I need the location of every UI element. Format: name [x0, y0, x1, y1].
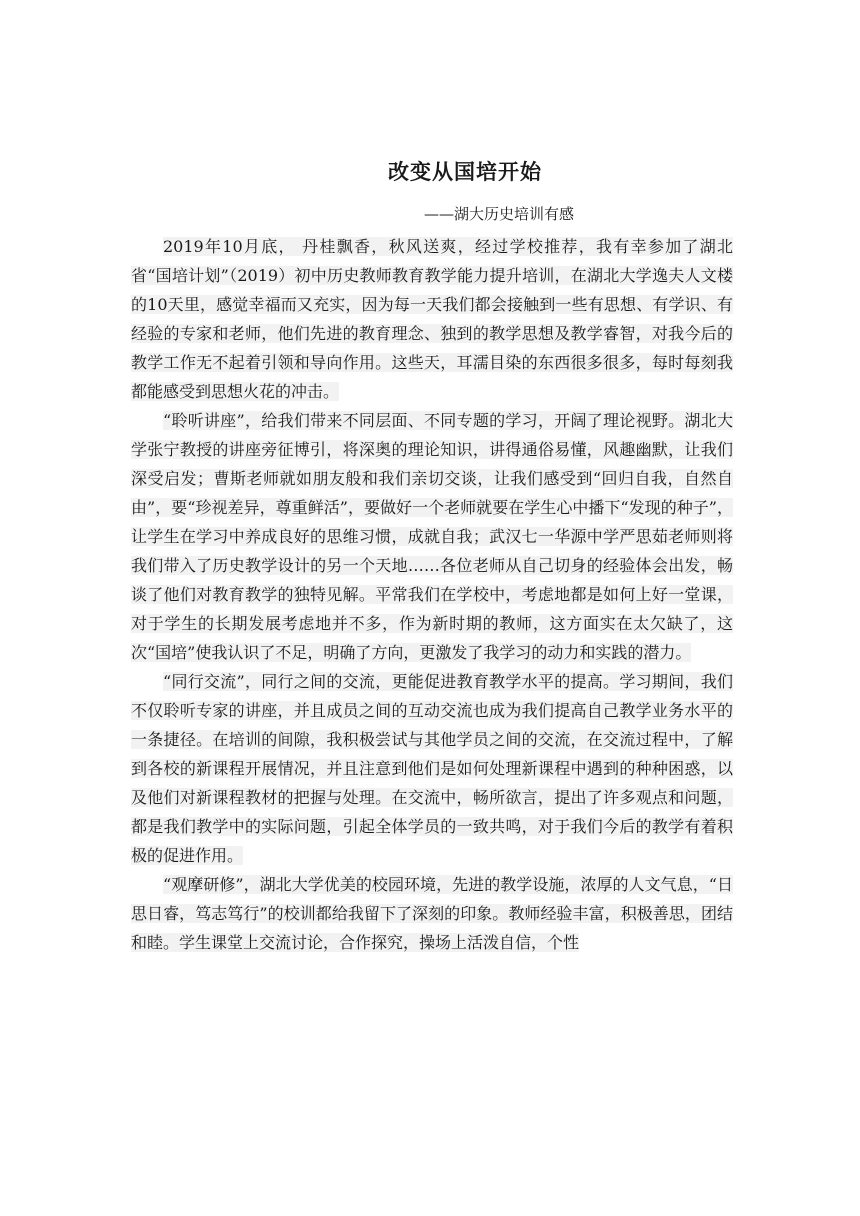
paragraph-4-text: “观摩研修”，湖北大学优美的校园环境，先进的教学设施，浓厚的人文气息，“日思日睿，笃志笃行”的校训都给我留下了深刻的印象。教师经验丰富，积极善思，团结和睦。学生课堂上交流讨论，合作探究，操场上活泼自信，个性 — [131, 875, 733, 952]
document-title: 改变从国培开始 — [388, 159, 542, 184]
paragraph-3 — [131, 667, 733, 870]
paragraph-2-text: “聆听讲座”，给我们带来不同层面、不同专题的学习，开阔了理论视野。湖北大学张宁教授的讲座旁征博引，将深奥的理论知识，讲得通俗易懂，风趣幽默，让我们深受启发；曹斯老师就如朋友般和我们亲切交谈，让我们感受到“回归自我，自然自由”，要“珍视差异，尊重鲜活”，要做好一个老师就要在学生心中播下“发现的种子”，让学生在学习中养成良好的思维习惯，成就自我；武汉七一华源中学严思茹老师则将我们带入了历史教学设计的另一个天地……各位老师从自己切身的经验体会出发，畅谈了他们对教育教学的独特见解。平常我们在学校中，考虑地都是如何上好一堂课，对于学生的长期发展考虑地并不多，作为新时期的教师，这方面实在太欠缺了，这次“国培”使我认识了不足，明确了方向，更激发了我学习的动力和实践的潜力。 — [131, 411, 733, 662]
paragraph-2 — [131, 406, 733, 667]
document-body — [131, 232, 733, 957]
paragraph-3-text: “同行交流”，同行之间的交流，更能促进教育教学水平的提高。学习期间，我们不仅聆听专家的讲座，并且成员之间的互动交流也成为我们提高自己教学业务水平的一条捷径。在培训的间隙，我积极尝试与其他学员之间的交流，在交流过程中，了解到各校的新课程开展情况，并且注意到他们是如何处理新课程中遇到的种种困惑，以及他们对新课程教材的把握与处理。在交流中，畅所欲言，提出了许多观点和问题，都是我们教学中的实际问题，引起全体学员的一致共鸣，对于我们今后的教学有着积极的促进作用。 — [131, 672, 733, 865]
document-subtitle: ——湖大历史培训有感 — [424, 205, 575, 223]
paragraph-4 — [131, 870, 733, 957]
paragraph-1-text: 2019年10月底， 丹桂飘香，秋风送爽，经过学校推荐，我有幸参加了湖北省“国培计划”（2019）初中历史教师教育教学能力提升培训，在湖北大学逸夫人文楼的10天里，感觉幸福而又充实，因为每一天我们都会接触到一些有思想、有学识、有经验的专家和老师，他们先进的教育理念、独到的教学思想及教学睿智，对我今后的教学工作无不起着引领和导向作用。这些天，耳濡目染的东西很多很多，每时每刻我都能感受到思想火花的冲击。 — [131, 237, 733, 401]
paragraph-1 — [131, 232, 733, 406]
